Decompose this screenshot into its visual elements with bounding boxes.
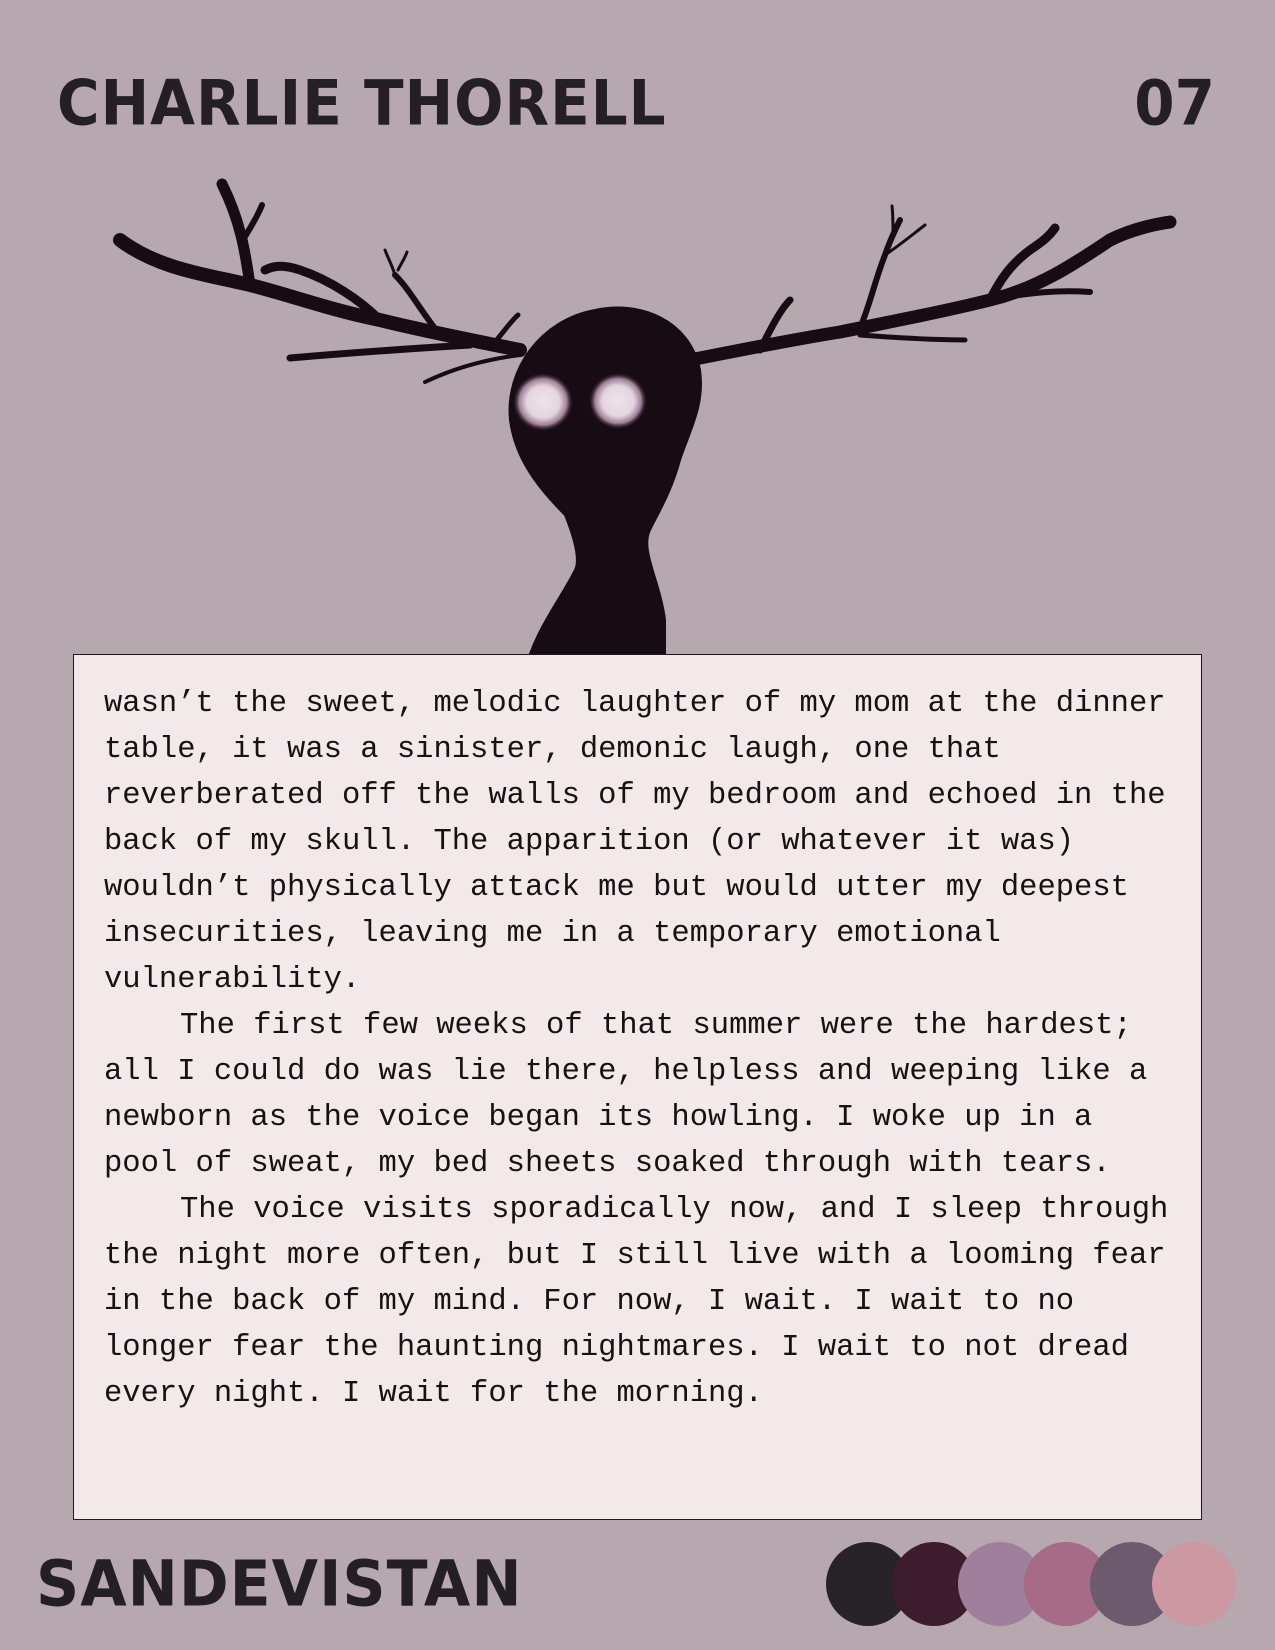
story-paragraph: The voice visits sporadically now, and I sleep through the night more often, but I still live with a looming fear in the back of my mind. For now, I wait. I wait to no longer fear the haunting nightmares. I wait to not dread every night. I wait for the morning. xyxy=(104,1193,1169,1411)
palette-swatch xyxy=(1152,1542,1236,1626)
page-number: 07 xyxy=(1134,66,1215,140)
antlered-shadow-creature-icon xyxy=(0,170,1275,670)
author-name: CHARLIE THORELL xyxy=(57,66,667,140)
story-text-box xyxy=(73,654,1202,1520)
story-paragraph: wasn’t the sweet, melodic laughter of my mom at the dinner table, it was a sinister, demonic laugh, one that reverberated off the walls of my bedroom and echoed in the back of my skull. The apparition (or whatever it was) wouldn’t physically attack me but would utter my deepest insecurities, leaving me in a temporary emotional vulnerability. xyxy=(104,687,1166,997)
brand-name: SANDEVISTAN xyxy=(36,1548,523,1622)
story-paragraph: The first few weeks of that summer were the hardest; all I could do was lie there, helpless and weeping like a newborn as the voice began its howling. I woke up in a pool of sweat, my bed sheets soaked through with tears. xyxy=(104,1009,1148,1181)
color-palette xyxy=(826,1542,1236,1628)
